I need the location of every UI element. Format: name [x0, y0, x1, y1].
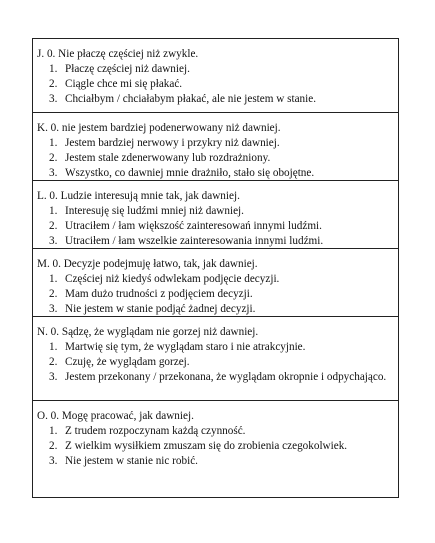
answer-option [37, 62, 394, 77]
option-number: 2. [49, 152, 58, 164]
section-o [33, 401, 398, 497]
option-text: Interesuję się ludźmi mniej niż dawniej. [65, 205, 244, 217]
option-text: Ciągle chce mi się płakać. [65, 78, 183, 90]
option-number: 1. [49, 425, 58, 437]
answer-option [37, 302, 394, 317]
section-k [33, 113, 398, 181]
option-text: Z trudem rozpoczynam każdą czynność. [65, 425, 246, 437]
option-number: 3. [49, 455, 58, 467]
option-number: 2. [49, 440, 58, 452]
answer-option [37, 370, 394, 385]
section-lead: O. 0. Mogę pracować, jak dawniej. [37, 410, 194, 422]
section-l [33, 181, 398, 249]
option-text: Z wielkim wysiłkiem zmuszam się do zrobienia czegokolwiek. [65, 440, 348, 452]
answer-option [37, 151, 394, 166]
answer-option [37, 166, 394, 181]
option-number: 2. [49, 356, 58, 368]
option-text: Nie jestem w stanie nic robić. [65, 455, 198, 467]
section-n [33, 317, 398, 401]
option-number: 1. [49, 341, 58, 353]
section-lead: M. 0. Decyzje podejmuję łatwo, tak, jak dawniej. [37, 258, 258, 270]
option-text: Nie jestem w stanie podjąć żadnej decyzji. [65, 303, 256, 315]
option-text: Chciałbym / chciałabym płakać, ale nie jestem w stanie. [65, 93, 317, 105]
option-number: 1. [49, 273, 58, 285]
option-number: 3. [49, 93, 58, 105]
option-text: Jestem stale zdenerwowany lub rozdrażniony. [65, 152, 271, 164]
answer-option [37, 92, 394, 107]
answer-option [37, 355, 394, 370]
option-number: 3. [49, 167, 58, 179]
option-number: 1. [49, 137, 58, 149]
section-lead: N. 0. Sądzę, że wyglądam nie gorzej niż dawniej. [37, 326, 259, 338]
option-text: Utraciłem / łam większość zainteresowań innymi ludźmi. [65, 220, 322, 232]
answer-option [37, 424, 394, 439]
answer-option [37, 340, 394, 355]
option-text: Czuję, że wyglądam gorzej. [65, 356, 190, 368]
option-text: Utraciłem / łam wszelkie zainteresowania innymi ludźmi. [65, 235, 324, 247]
answer-option [37, 219, 394, 234]
answer-option [37, 136, 394, 151]
answer-option [37, 234, 394, 249]
option-text: Martwię się tym, że wyglądam staro i nie atrakcyjnie. [65, 341, 306, 353]
answer-option [37, 204, 394, 219]
section-m [33, 249, 398, 317]
section-lead: J. 0. Nie płaczę częściej niż zwykle. [37, 48, 199, 60]
option-text: Jestem bardziej nerwowy i przykry niż dawniej. [65, 137, 280, 149]
option-number: 3. [49, 235, 58, 247]
option-number: 2. [49, 78, 58, 90]
option-number: 2. [49, 220, 58, 232]
questionnaire-table [32, 38, 399, 498]
option-text: Płaczę częściej niż dawniej. [65, 63, 190, 75]
section-j [33, 39, 398, 113]
answer-option [37, 439, 394, 454]
option-text: Jestem przekonany / przekonana, że wyglądam okropnie i odpychająco. [65, 371, 387, 383]
section-lead: K. 0. nie jestem bardziej podenerwowany niż dawniej. [37, 122, 281, 134]
option-number: 1. [49, 63, 58, 75]
option-number: 3. [49, 371, 58, 383]
option-number: 3. [49, 303, 58, 315]
answer-option [37, 272, 394, 287]
option-text: Częściej niż kiedyś odwlekam podjęcie decyzji. [65, 273, 280, 285]
option-text: Wszystko, co dawniej mnie drażniło, stało się obojętne. [65, 167, 315, 179]
option-number: 1. [49, 205, 58, 217]
section-lead: L. 0. Ludzie interesują mnie tak, jak dawniej. [37, 190, 240, 202]
answer-option [37, 287, 394, 302]
option-number: 2. [49, 288, 58, 300]
answer-option [37, 77, 394, 92]
answer-option [37, 454, 394, 469]
option-text: Mam dużo trudności z podjęciem decyzji. [65, 288, 253, 300]
